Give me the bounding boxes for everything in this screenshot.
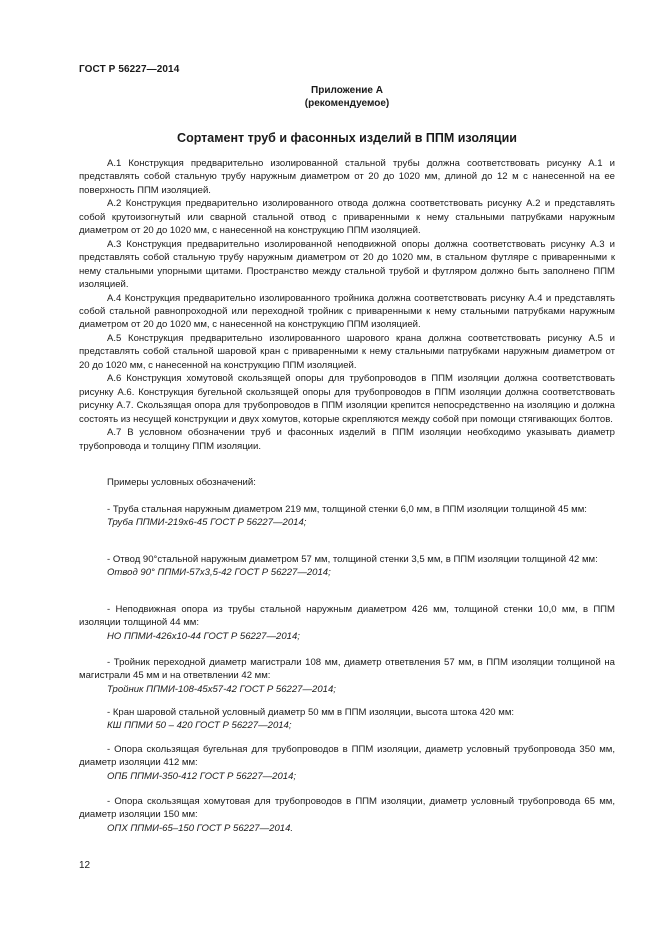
example-item xyxy=(79,603,615,643)
examples-intro: Примеры условных обозначений: xyxy=(107,477,256,488)
paragraph-a3: А.3 Конструкция предварительно изолированной неподвижной опоры должна соответствовать рисунку А.3 и представлять собой стальную трубу наружным диаметром от 20 до 1020 мм, в стальном футляре с приваренными к нему стальными упорными щитами. Пространство между стальной трубой и футляром должно быть заполнено ППМ изоляцией. xyxy=(79,238,615,291)
example-designation: Тройник ППМИ-108-45х57-42 ГОСТ Р 56227—2014; xyxy=(107,683,336,695)
paragraph-a1: А.1 Конструкция предварительно изолированной стальной трубы должна соответствовать рисунку А.1 и представлять собой стальную трубу наружным диаметром от 20 до 1020 мм, длиной до 12 м с нанесенной на ее поверхность ППМ изоляцией. xyxy=(79,158,615,196)
example-description: - Опора скользящая хомутовая для трубопроводов в ППМ изоляции, диаметр условный трубопровода 65 мм, диаметр изоляции 150 мм: xyxy=(79,796,615,821)
example-item xyxy=(79,706,615,733)
example-item xyxy=(79,743,615,783)
paragraph-a6: А.6 Конструкция хомутовой скользящей опоры для трубопроводов в ППМ изоляции должна соответствовать рисунку А.6. Конструкция бугельной скользящей опоры для трубопроводов в ППМ изоляции должна соответствовать рисунку А.7. Скользящая опора для трубопроводов в ППМ изоляции крепится непосредственно на изоляцию и должна состоять из несущей конструкции и двух хомутов, которые скрепляются между собой при помощи стягивающих болтов. xyxy=(79,373,615,425)
example-designation: Труба ППМИ-219х6-45 ГОСТ Р 56227—2014; xyxy=(107,517,307,529)
examples-intro-block xyxy=(79,476,615,489)
example-item xyxy=(79,656,615,696)
example-description: - Кран шаровой стальной условный диаметр 50 мм в ППМ изоляции, высота штока 420 мм: xyxy=(107,707,515,718)
body-section xyxy=(79,157,615,453)
example-designation: НО ППМИ-426х10-44 ГОСТ Р 56227—2014; xyxy=(107,630,300,642)
example-item xyxy=(79,553,615,580)
appendix-heading xyxy=(79,84,615,110)
example-designation: ОПХ ППМИ-65–150 ГОСТ Р 56227—2014. xyxy=(107,822,294,834)
paragraph-a4: А.4 Конструкция предварительно изолированного тройника должна соответствовать рисунку А.4 и представлять собой стальной равнопроходной или переходной тройник с приваренными к нему стальными патрубками наружным диаметром от 20 до 1020 мм, с нанесенной на конструкцию ППМ изоляцией. xyxy=(79,292,615,331)
paragraph-a2: А.2 Конструкция предварительно изолированного отвода должна соответствовать рисунку А.2 и представлять собой крутоизогнутый или сварной стальной отвод с приваренными к нему стальными патрубками наружным диаметром от 20 до 1020 мм, с нанесенной на конструкцию ППМ изоляцией. xyxy=(79,198,615,237)
example-description: - Опора скользящая бугельная для трубопроводов в ППМ изоляции, диаметр условный трубопровода 350 мм, диаметр изоляции 412 мм: xyxy=(79,744,615,769)
standard-header: ГОСТ Р 56227—2014 xyxy=(79,64,180,75)
appendix-label: Приложение А xyxy=(311,85,383,96)
example-designation: КШ ППМИ 50 – 420 ГОСТ Р 56227—2014; xyxy=(107,720,292,732)
page-title: Сортамент труб и фасонных изделий в ППМ изоляции xyxy=(177,131,517,145)
appendix-status: (рекомендуемое) xyxy=(304,98,390,109)
example-designation: Отвод 90° ППМИ-57х3,5-42 ГОСТ Р 56227—2014; xyxy=(107,567,331,579)
example-designation: ОПБ ППМИ-350-412 ГОСТ Р 56227—2014; xyxy=(107,770,297,782)
example-description: - Отвод 90°стальной наружным диаметром 57 мм, толщиной стенки 3,5 мм, в ППМ изоляции толщиной 42 мм: xyxy=(107,554,598,565)
example-description: - Труба стальная наружным диаметром 219 мм, толщиной стенки 6,0 мм, в ППМ изоляции толщиной 45 мм: xyxy=(107,504,587,515)
example-description: - Тройник переходной диаметр магистрали 108 мм, диаметр ответвления 57 мм, в ППМ изоляции толщиной на магистрали 45 мм и на ответвлении 42 мм: xyxy=(79,657,615,682)
example-item xyxy=(79,503,615,530)
paragraph-a7: А.7 В условном обозначении труб и фасонных изделий в ППМ изоляции необходимо указывать диаметр трубопровода и толщину ППМ изоляции. xyxy=(79,427,615,452)
example-description: - Неподвижная опора из трубы стальной наружным диаметром 426 мм, толщиной стенки 10,0 мм, в ППМ изоляции толщиной 44 мм: xyxy=(79,604,615,629)
page-number: 12 xyxy=(79,860,91,871)
paragraph-a5: А.5 Конструкция предварительно изолированного шарового крана должна соответствовать рисунку А.5 и представлять собой стальной шаровой кран с приваренными к нему стальными патрубками наружным диаметром от 20 до 1020 мм, с нанесенной на конструкцию ППМ изоляцией. xyxy=(79,332,615,371)
example-item xyxy=(79,795,615,835)
